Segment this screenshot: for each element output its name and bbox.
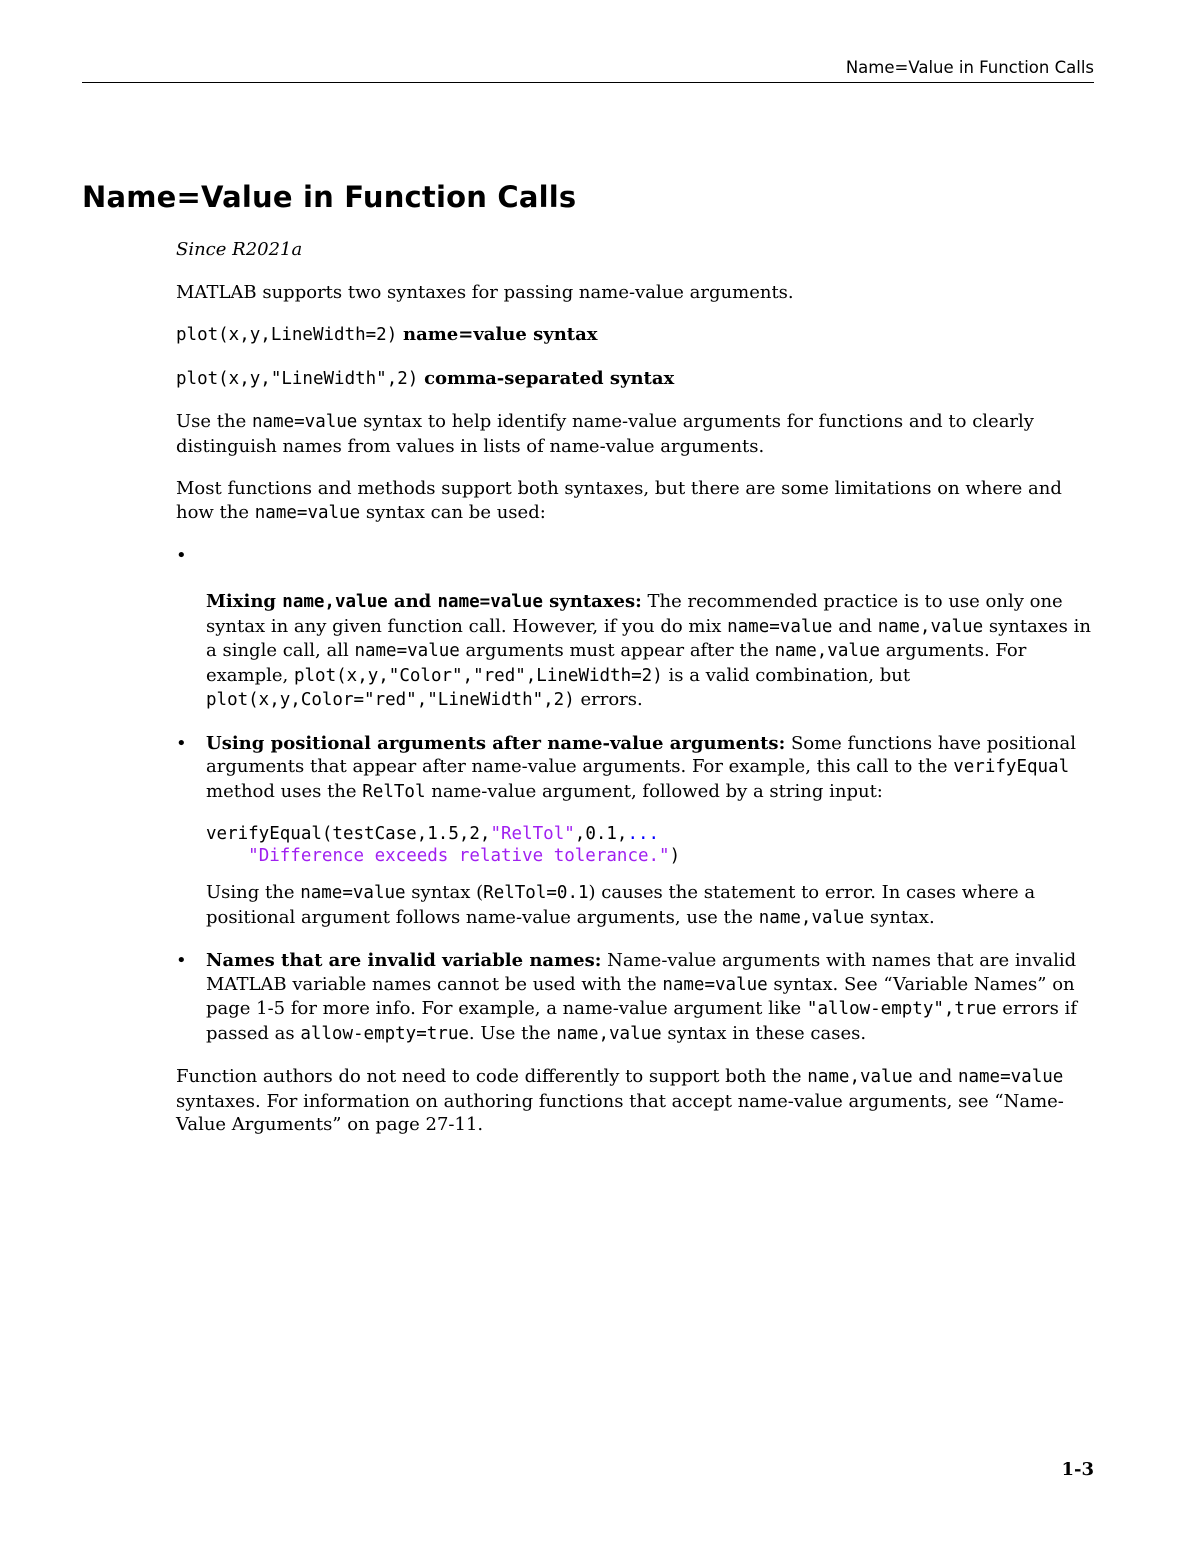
intro-paragraph: MATLAB supports two syntaxes for passing name-value arguments. xyxy=(176,281,794,303)
limitations-list xyxy=(176,544,1096,1046)
text: syntax can be used: xyxy=(360,501,546,523)
page-number: 1-3 xyxy=(1061,1459,1094,1480)
text: Most functions and methods support both syntaxes, but there are some limitations on where and how the xyxy=(176,478,1062,523)
positional-paragraph: Using positional arguments after name-value arguments: Some functions have positional arguments that appear after name-value arguments. For example, this call to the verifyEqual method uses the RelTol name-value argument, followed by a string input: xyxy=(206,732,1076,802)
closing-paragraph: Function authors do not need to code differently to support both the name,value and name=value syntaxes. For information on authoring functions that accept name-value arguments, see “Name-Value Arguments” on page 27-11. xyxy=(176,1066,1064,1135)
item-heading: Mixing name,value and name=value syntaxes: xyxy=(206,591,642,612)
limitations-paragraph xyxy=(176,477,1096,525)
syntax-code: plot(x,y,LineWidth=2) xyxy=(176,325,398,345)
syntax-label: name=value syntax xyxy=(403,324,598,345)
syntax-label: comma-separated syntax xyxy=(424,367,675,389)
list-item-positional xyxy=(176,732,1096,931)
syntax-code: plot(x,y,"LineWidth",2) xyxy=(176,368,419,389)
text: syntax to help identify name-value arguments for functions and to clearly distinguish names from values in lists of name-value arguments. xyxy=(176,411,1034,457)
syntax-example-1 xyxy=(176,323,1096,348)
bullet-icon: • xyxy=(176,732,187,754)
inline-code: name=value xyxy=(251,412,358,432)
running-title: Name=Value in Function Calls xyxy=(845,58,1094,77)
positional-followup: Using the name=value syntax (RelTol=0.1) causes the statement to error. In cases where a positional argument follows name-value arguments, use the name,value syntax. xyxy=(206,882,1036,928)
page-title: Name=Value in Function Calls xyxy=(82,180,577,214)
mixing-paragraph: Mixing name,value and name=value syntaxes: The recommended practice is to use only one syntax in any given function call. However, if you do mix name=value and name,value syntaxes in a single call, all name=value arguments must appear after the name,value arguments. For example, plot(x,y,"Color","red",LineWidth=2) is a valid combination, but plot(x,y,Color="red","LineWidth",2) errors. xyxy=(206,591,1091,710)
item-heading: Names that are invalid variable names: xyxy=(206,950,602,971)
code-block: verifyEqual(testCase,1.5,2,"RelTol",0.1,... "Difference exceeds relative tolerance.") xyxy=(206,824,681,866)
inline-code: name=value xyxy=(254,502,361,523)
list-item-empty xyxy=(176,544,1096,568)
text: Use the xyxy=(176,411,252,432)
syntax-example-2 xyxy=(176,367,1096,392)
main-content xyxy=(176,238,1096,1156)
list-item-invalid-names xyxy=(176,949,1096,1046)
running-header xyxy=(82,58,1094,83)
invalid-paragraph: Names that are invalid variable names: Name-value arguments with names that are invalid MATLAB variable names cannot be used with the name=value syntax. See “Variable Names” on page 1-5 for more info. For example, a name-value argument like "allow-empty",true errors if passed as allow-empty=true. Use the name,value syntax in these cases. xyxy=(206,950,1077,1044)
item-heading: Using positional arguments after name-value arguments: xyxy=(206,732,786,754)
list-item-mixing xyxy=(176,590,1096,713)
bullet-icon: • xyxy=(176,950,187,971)
bullet-icon: • xyxy=(176,545,187,566)
since-release: Since R2021a xyxy=(176,239,303,260)
use-paragraph xyxy=(176,410,1096,458)
